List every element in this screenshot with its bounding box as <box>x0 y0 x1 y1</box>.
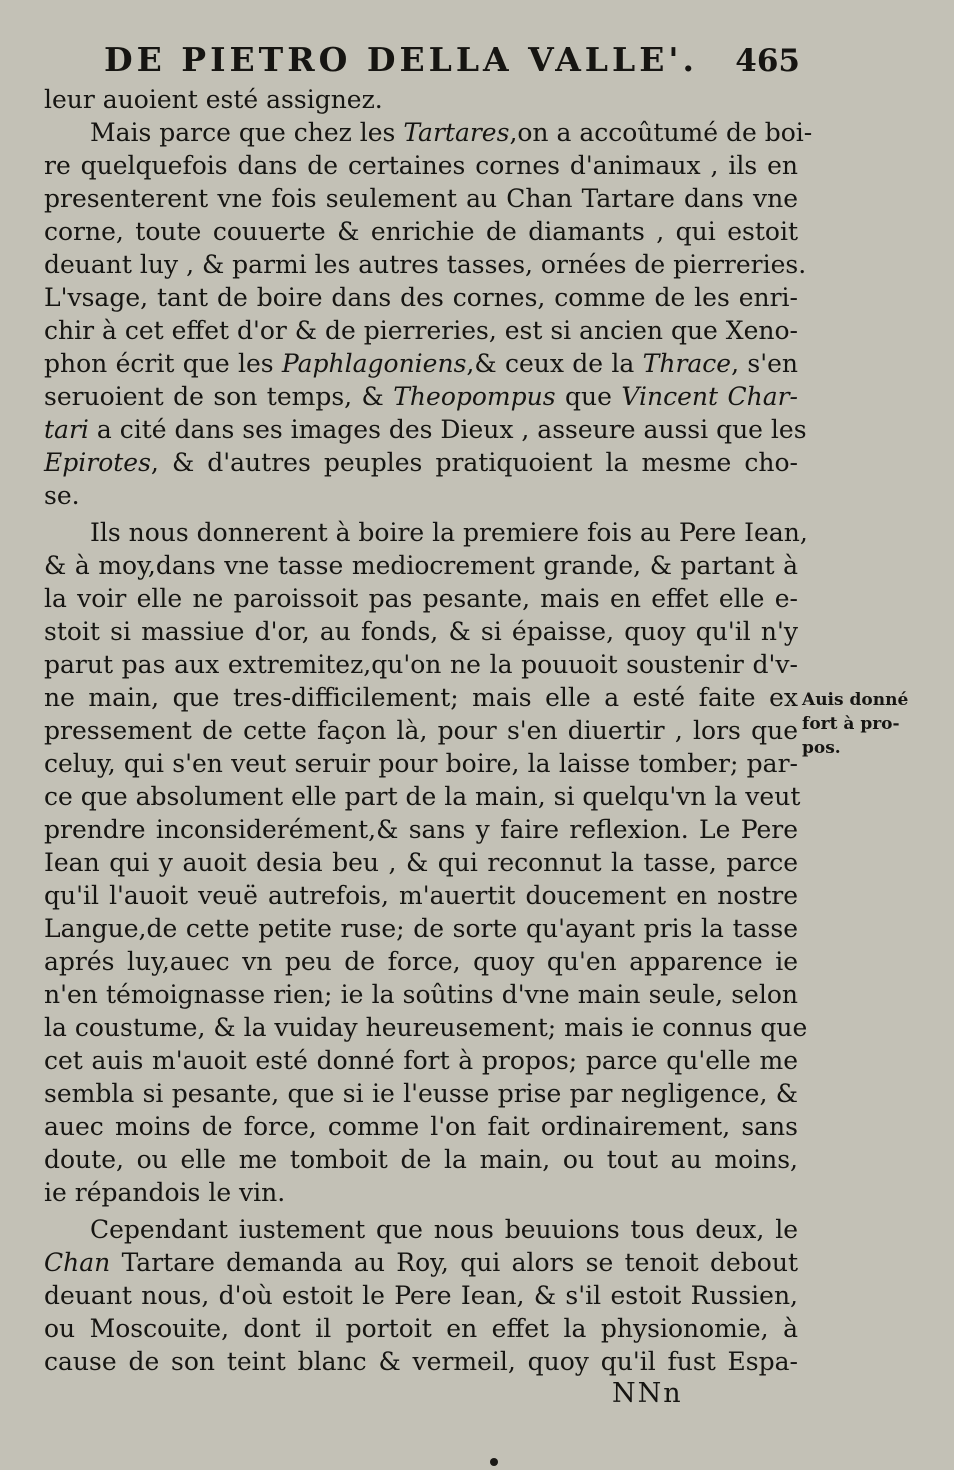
text-line: seruoient de son temps, & Theopompus que Vincent Char- <box>44 382 799 411</box>
paragraph-start-line: Ils nous donnerent à boire la premiere fois au Pere Iean, <box>90 518 808 547</box>
margin-note <box>802 688 922 760</box>
text-line: corne, toute couuerte & enrichie de diamants , qui estoit <box>44 217 798 246</box>
running-head <box>104 40 804 79</box>
text-line: prendre inconsiderément,& sans y faire reflexion. Le Pere <box>44 815 798 844</box>
text-line: & à moy,dans vne tasse mediocrement grande, & partant à <box>44 551 798 580</box>
text-line: leur auoient esté assignez. <box>44 85 383 114</box>
text-line: phon écrit que les Paphlagoniens,& ceux de la Thrace, s'en <box>44 349 798 378</box>
text-line: se. <box>44 481 80 510</box>
paragraph-start-line: Cependant iustement que nous beuuions tous deux, le <box>90 1215 798 1244</box>
italic-term: Tartares <box>403 118 510 147</box>
italic-term: Thrace <box>642 349 732 378</box>
text-line: presenterent vne fois seulement au Chan Tartare dans vne <box>44 184 798 213</box>
text-line: deuant nous, d'où estoit le Pere Iean, & s'il estoit Russien, <box>44 1281 798 1310</box>
text-line: stoit si massiue d'or, au fonds, & si épaisse, quoy qu'il n'y <box>44 617 798 646</box>
italic-term: Vincent Char- <box>621 382 799 411</box>
text-line: Chan Tartare demanda au Roy, qui alors se tenoit debout <box>44 1248 798 1277</box>
margin-note-line: fort à pro- <box>802 714 900 734</box>
catchword: NNn <box>612 1378 683 1409</box>
margin-note-line: Auis donné <box>802 690 909 710</box>
text-line: doute, ou elle me tomboit de la main, ou tout au moins, <box>44 1145 798 1174</box>
text-line: Langue,de cette petite ruse; de sorte qu'ayant pris la tasse <box>44 914 798 943</box>
text-line: celuy, qui s'en veut seruir pour boire, la laisse tomber; par- <box>44 749 798 778</box>
text-line: sembla si pesante, que si ie l'eusse prise par negligence, & <box>44 1079 798 1108</box>
text-line: aprés luy,auec vn peu de force, quoy qu'en apparence ie <box>44 947 798 976</box>
text-line: parut pas aux extremitez,qu'on ne la pouuoit soustenir d'v- <box>44 650 798 679</box>
page-number: 465 <box>735 43 800 79</box>
text-line: Epirotes, & d'autres peuples pratiquoient la mesme cho- <box>44 448 798 477</box>
text-line: ce que absolument elle part de la main, si quelqu'vn la veut <box>44 782 801 811</box>
text-line: Iean qui y auoit desia beu , & qui reconnut la tasse, parce <box>44 848 798 877</box>
italic-term: Epirotes <box>44 448 151 477</box>
ink-spot <box>490 1458 498 1466</box>
text-line: n'en témoignasse rien; ie la soûtins d'vne main seule, selon <box>44 980 798 1009</box>
body-text <box>44 83 813 1378</box>
text-line: la coustume, & la vuiday heureusement; mais ie connus que <box>44 1013 808 1042</box>
text-line: re quelquefois dans de certaines cornes d'animaux , ils en <box>44 151 798 180</box>
text-line: tari a cité dans ses images des Dieux , asseure aussi que les <box>44 415 807 444</box>
running-title: DE PIETRO DELLA VALLE'. <box>104 40 698 79</box>
text-line: cet auis m'auoit esté donné fort à propos; parce qu'elle me <box>44 1046 798 1075</box>
text-line: la voir elle ne paroissoit pas pesante, mais en effet elle e- <box>44 584 798 613</box>
text-line: ie répandois le vin. <box>44 1178 286 1207</box>
text-line: qu'il l'auoit veuë autrefois, m'auertit doucement en nostre <box>44 881 798 910</box>
italic-term: Paphlagoniens <box>281 349 467 378</box>
italic-term: Chan <box>44 1248 111 1277</box>
text-line: auec moins de force, comme l'on fait ordinairement, sans <box>44 1112 798 1141</box>
paragraph-start-line: Mais parce que chez les Tartares,on a accoûtumé de boi- <box>90 118 813 147</box>
text-line: pressement de cette façon là, pour s'en diuertir , lors que <box>44 716 798 745</box>
italic-term: tari <box>44 415 89 444</box>
text-line: chir à cet effet d'or & de pierreries, est si ancien que Xeno- <box>44 316 798 345</box>
text-line: ou Moscouite, dont il portoit en effet la physionomie, à <box>44 1314 798 1343</box>
margin-note-line: pos. <box>802 738 841 758</box>
text-line: L'vsage, tant de boire dans des cornes, comme de les enri- <box>44 283 798 312</box>
text-line: ne main, que tres-difficilement; mais elle a esté faite ex <box>44 683 798 712</box>
text-line: deuant luy , & parmi les autres tasses, ornées de pierreries. <box>44 250 807 279</box>
text-line: cause de son teint blanc & vermeil, quoy qu'il fust Espa- <box>44 1347 798 1376</box>
italic-term: Theopompus <box>393 382 556 411</box>
